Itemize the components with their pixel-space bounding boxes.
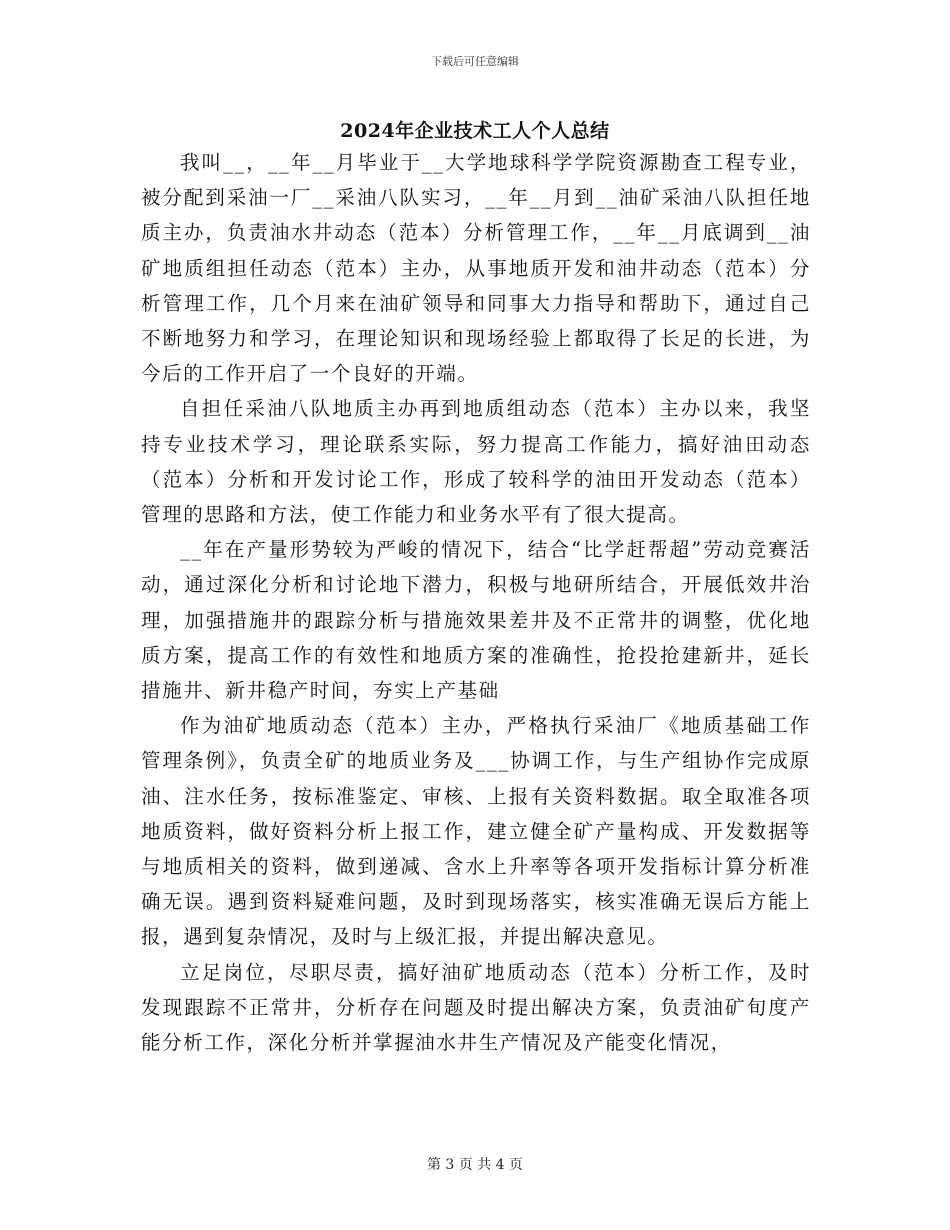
document-body bbox=[141, 145, 811, 1060]
paragraph-5: 立足岗位，尽职尽责，搞好油矿地质动态（范本）分析工作，及时发现跟踪不正常井，分析存在问题及时提出解决方案，负责油矿旬度产能分析工作，深化分析并掌握油水井生产情况及产能变化情况， bbox=[141, 960, 811, 1055]
paragraph-2: 自担任采油八队地质主办再到地质组动态（范本）主办以来，我坚持专业技术学习，理论联系实际，努力提高工作能力，搞好油田动态（范本）分析和开发讨论工作，形成了较科学的油田开发动态（范本）管理的思路和方法，使工作能力和业务水平有了很大提高。 bbox=[141, 397, 811, 527]
page-header-note: 下载后可任意编辑 bbox=[431, 55, 519, 68]
page-number: 第 3 页 共 4 页 bbox=[426, 1157, 524, 1173]
paragraph-4: 作为油矿地质动态（范本）主办，严格执行采油厂《地质基础工作管理条例》，负责全矿的地质业务及___协调工作，与生产组协作完成原油、注水任务，按标准鉴定、审核、上报有关资料数据。取全取准各项地质资料，做好资料分析上报工作，建立健全矿产量构成、开发数据等与地质相关的资料，做到递减、含水上升率等各项开发指标计算分析准确无误。遇到资料疑难问题，及时到现场落实，核实准确无误后方能上报，遇到复杂情况，及时与上级汇报，并提出解决意见。 bbox=[141, 714, 811, 949]
document-title: 2024年企业技术工人个人总结 bbox=[340, 120, 610, 142]
paragraph-1: 我叫__，__年__月毕业于__大学地球科学学院资源勘查工程专业，被分配到采油一厂__采油八队实习，__年__月到__油矿采油八队担任地质主办，负责油水井动态（范本）分析管理工作，__年__月底调到__油矿地质组担任动态（范本）主办，从事地质开发和油井动态（范本）分析管理工作，几个月来在油矿领导和同事大力指导和帮助下，通过自己不断地努力和学习，在理论知识和现场经验上都取得了长足的长进，为今后的工作开启了一个良好的开端。 bbox=[141, 151, 811, 386]
paragraph-3: __年在产量形势较为严峻的情况下，结合“比学赶帮超”劳动竞赛活动，通过深化分析和讨论地下潜力，积极与地研所结合，开展低效井治理，加强措施井的跟踪分析与措施效果差井及不正常井的调整，优化地质方案，提高工作的有效性和地质方案的准确性，抢投抢建新井，延长措施井、新井稳产时间，夯实上产基础 bbox=[141, 538, 811, 703]
